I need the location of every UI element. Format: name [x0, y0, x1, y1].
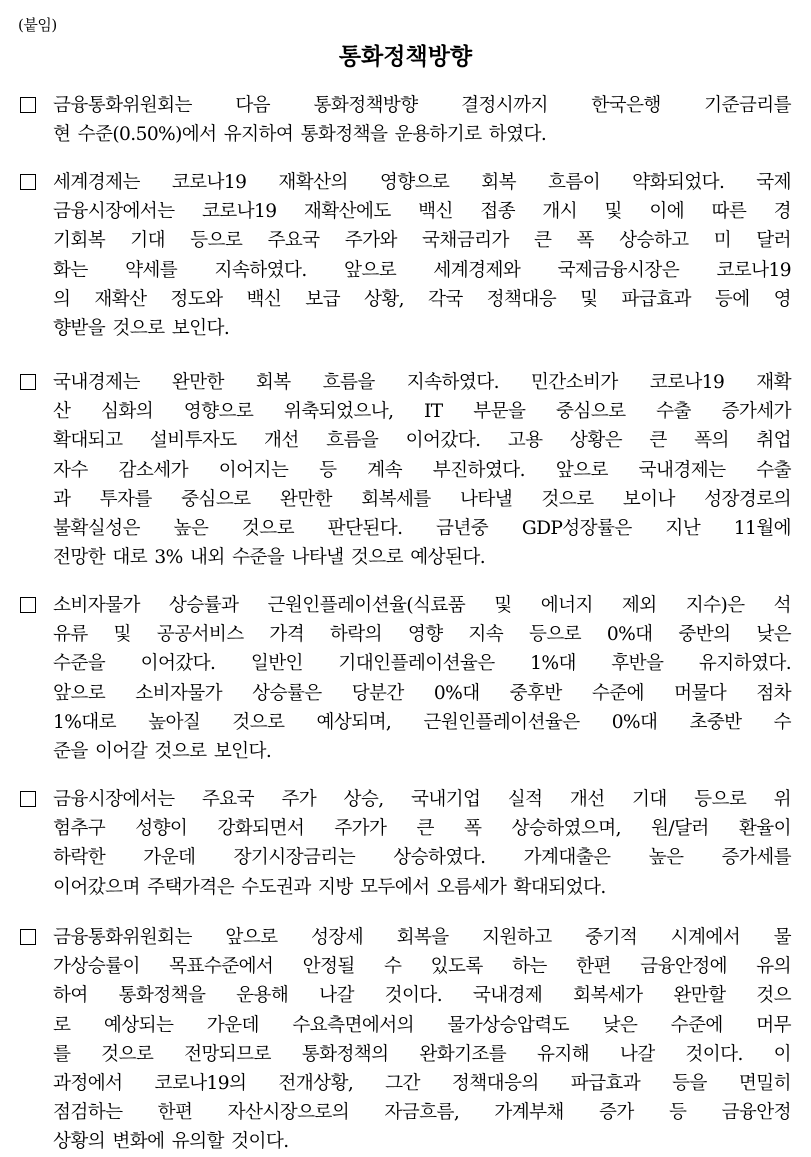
checkbox-bullet-icon	[20, 97, 36, 113]
text-line: 불확실성은 높은 것으로 판단된다. 금년중 GDP성장률은 지난 11월에	[53, 518, 791, 540]
text-line: 금융통화위원회는 앞으로 성장세 회복을 지원하고 중기적 시계에서 물	[53, 927, 791, 948]
text-line: 금융시장에서는 주요국 주가 상승, 국내기업 실적 개선 기대 등으로 위	[53, 789, 791, 810]
text-line: 하락한 가운데 장기시장금리는 상승하였다. 가계대출은 높은 증가세를	[53, 847, 791, 869]
policy-paragraph-global-economy	[20, 168, 791, 343]
document-title: 통화정책방향	[338, 43, 473, 70]
text-line: 험추구 성향이 강화되면서 주가가 큰 폭 상승하였으며, 원/달러 환율이	[53, 818, 791, 840]
text-line: 유류 및 공공서비스 가격 하락의 영향 지속 등으로 0%대 중반의 낮은	[53, 624, 791, 646]
checkbox-bullet-icon	[20, 597, 36, 613]
text-line: 현 수준(0.50%)에서 유지하여 통화정책을 운용하기로 하였다.	[53, 124, 547, 146]
policy-paragraph-inflation	[20, 591, 791, 766]
text-line: 소비자물가 상승률과 근원인플레이션율(식료품 및 에너지 제외 지수)은 석	[53, 595, 791, 616]
attachment-label: (붙임)	[18, 16, 57, 34]
checkbox-bullet-icon	[20, 791, 36, 807]
text-line: 금융통화위원회는 다음 통화정책방향 결정시까지 한국은행 기준금리를	[53, 95, 791, 116]
text-line: 를 것으로 전망되므로 통화정책의 완화기조를 유지해 나갈 것이다. 이	[53, 1043, 791, 1065]
policy-paragraph-policy-outlook	[20, 923, 791, 1157]
text-line: 과정에서 코로나19의 전개상황, 그간 정책대응의 파급효과 등을 면밀히	[53, 1073, 791, 1095]
text-line: 준을 이어갈 것으로 보인다.	[53, 741, 272, 763]
checkbox-bullet-icon	[20, 929, 36, 945]
text-line: 1%대로 높아질 것으로 예상되며, 근원인플레이션율은 0%대 초중반 수	[53, 711, 791, 733]
policy-paragraph-domestic-economy	[20, 368, 791, 572]
text-line: 상황의 변화에 유의할 것이다.	[53, 1131, 289, 1153]
text-line: 전망한 대로 3% 내외 수준을 나타낼 것으로 예상된다.	[53, 547, 486, 569]
text-line: 국내경제는 완만한 회복 흐름을 지속하였다. 민간소비가 코로나19 재확	[53, 372, 791, 393]
text-line: 자수 감소세가 이어지는 등 계속 부진하였다. 앞으로 국내경제는 수출	[53, 459, 791, 481]
policy-paragraph-rate-decision	[20, 91, 791, 149]
checkbox-bullet-icon	[20, 374, 36, 390]
text-line: 점검하는 한편 자산시장으로의 자금흐름, 가계부채 증가 등 금융안정	[53, 1102, 791, 1124]
text-line: 이어갔으며 주택가격은 수도권과 지방 모두에서 오름세가 확대되었다.	[53, 876, 606, 898]
text-line: 화는 약세를 지속하였다. 앞으로 세계경제와 국제금융시장은 코로나19	[53, 259, 791, 281]
text-line: 금융시장에서는 코로나19 재확산에도 백신 접종 개시 및 이에 따른 경	[53, 201, 791, 223]
text-line: 가상승률이 목표수준에서 안정될 수 있도록 하는 한편 금융안정에 유의	[53, 956, 791, 978]
text-line: 향받을 것으로 보인다.	[53, 318, 230, 340]
text-line: 수준을 이어갔다. 일반인 기대인플레이션율은 1%대 후반을 유지하였다.	[53, 653, 791, 675]
text-line: 산 심화의 영향으로 위축되었으나, IT 부문을 중심으로 수출 증가세가	[53, 401, 791, 423]
text-line: 과 투자를 중심으로 완만한 회복세를 나타낼 것으로 보이나 성장경로의	[53, 488, 791, 510]
text-line: 의 재확산 정도와 백신 보급 상황, 각국 정책대응 및 파급효과 등에 영	[53, 288, 791, 310]
checkbox-bullet-icon	[20, 174, 36, 190]
text-line: 하여 통화정책을 운용해 나갈 것이다. 국내경제 회복세가 완만할 것으	[53, 985, 791, 1007]
text-line: 앞으로 소비자물가 상승률은 당분간 0%대 중후반 수준에 머물다 점차	[53, 682, 791, 704]
policy-paragraph-financial-markets	[20, 785, 791, 902]
text-line: 세계경제는 코로나19 재확산의 영향으로 회복 흐름이 약화되었다. 국제	[53, 172, 791, 193]
text-line: 기회복 기대 등으로 주요국 주가와 국채금리가 큰 폭 상승하고 미 달러	[53, 230, 791, 252]
text-line: 확대되고 설비투자도 개선 흐름을 이어갔다. 고용 상황은 큰 폭의 취업	[53, 430, 791, 452]
text-line: 로 예상되는 가운데 수요측면에서의 물가상승압력도 낮은 수준에 머무	[53, 1014, 791, 1036]
